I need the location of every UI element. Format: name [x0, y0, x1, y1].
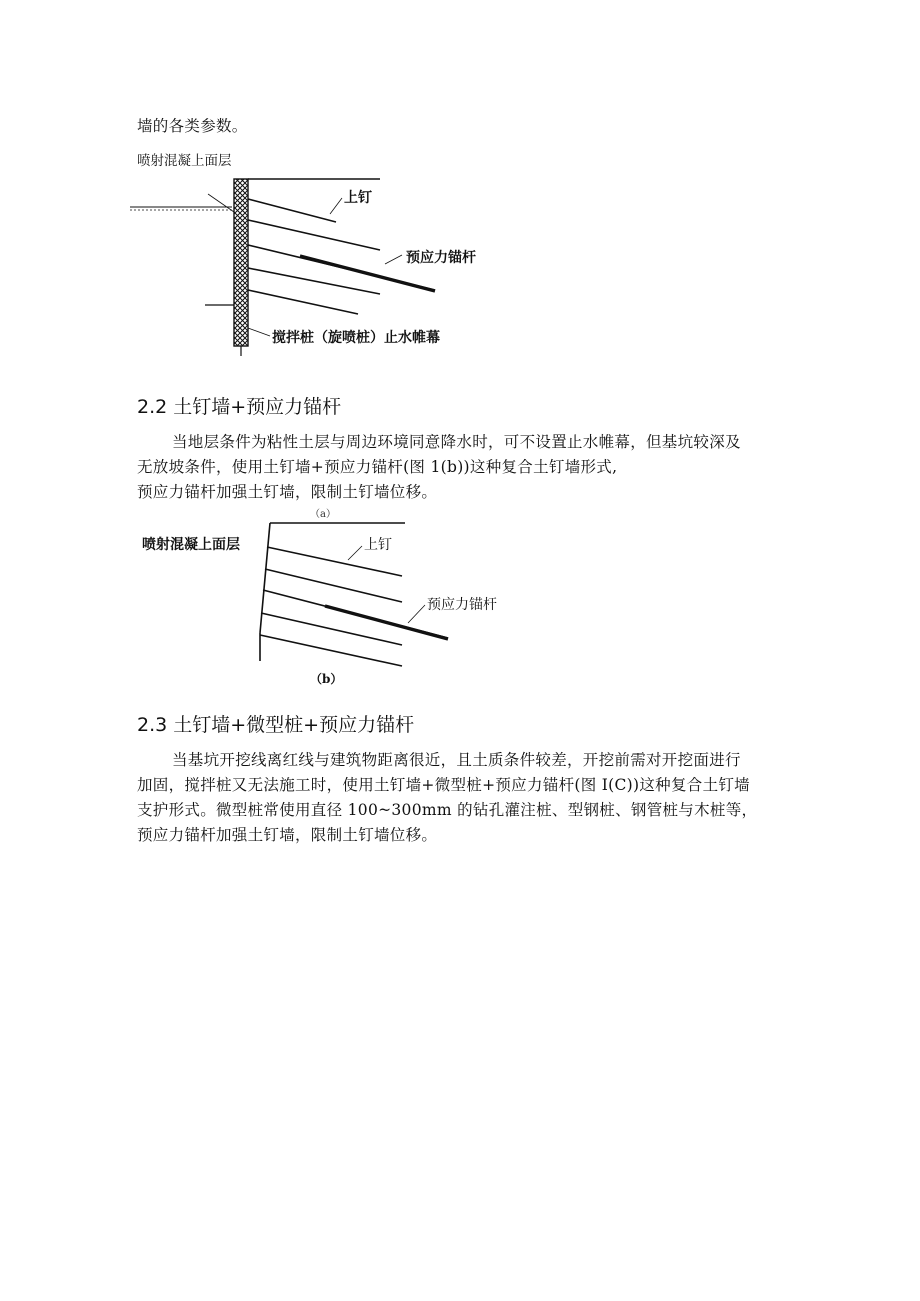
soil-nail-5 [248, 290, 358, 314]
label-nail: 上钉 [344, 190, 372, 206]
anchor-leader [408, 605, 425, 623]
section-2-3-line-3: 支护形式。微型桩常使用直径 100~300mm 的钻孔灌注桩、型钢桩、钢管桩与木桩等， [137, 801, 758, 819]
label-nail: 上钉 [364, 537, 392, 553]
soil-nail-1 [248, 199, 336, 222]
anchor-leader [385, 255, 402, 264]
label-sub: （b） [310, 672, 343, 686]
curtain-leader [248, 328, 270, 336]
soil-nail-2 [248, 220, 380, 250]
section-2-3-line-4: 预应力锚杆加强土钉墙，限制土钉墙位移。 [137, 826, 438, 844]
section-2-2-line-1: 当地层条件为粘性土层与周边环境同意降水时，可不设置止水帷幕，但基坑较深及 [172, 433, 741, 451]
label-top: （a） [310, 509, 336, 520]
mixing-pile-curtain [234, 179, 248, 346]
section-2-2-line-2: 无放坡条件，使用土钉墙+预应力锚杆(图 1(b))这种复合土钉墙形式, [137, 458, 618, 476]
label-anchor: 预应力锚杆 [427, 597, 497, 613]
section-2-3-line-2: 加固，搅拌桩又无法施工时，使用土钉墙+微型桩+预应力锚杆(图 I(C))这种复合土钉墙 [137, 776, 750, 794]
soil-nail-2 [265, 569, 402, 602]
section-2-2-heading: 2.2 土钉墙+预应力锚杆 [137, 396, 342, 418]
nail-leader [330, 198, 342, 214]
label-anchor: 预应力锚杆 [406, 250, 476, 266]
label-curtain: 搅拌桩（旋喷桩）止水帷幕 [272, 330, 440, 346]
intro-line: 墙的各类参数。 [137, 117, 248, 135]
facing-wall [260, 523, 270, 633]
figure-a-caption: 喷射混凝上面层 [137, 153, 232, 169]
section-2-2-line-3: 预应力锚杆加强土钉墙，限制土钉墙位移。 [137, 483, 438, 501]
section-2-3-line-1: 当基坑开挖线离红线与建筑物距离很近，且土质条件较差，开挖前需对开挖面进行 [172, 751, 741, 769]
figure-b-diagram [130, 505, 530, 695]
leader-line [208, 194, 234, 212]
nail-leader [348, 546, 362, 560]
figure-a-diagram [130, 168, 530, 368]
label-facing: 喷射混凝上面层 [142, 537, 240, 553]
section-2-3-heading: 2.3 土钉墙+微型桩+预应力锚杆 [137, 714, 415, 736]
